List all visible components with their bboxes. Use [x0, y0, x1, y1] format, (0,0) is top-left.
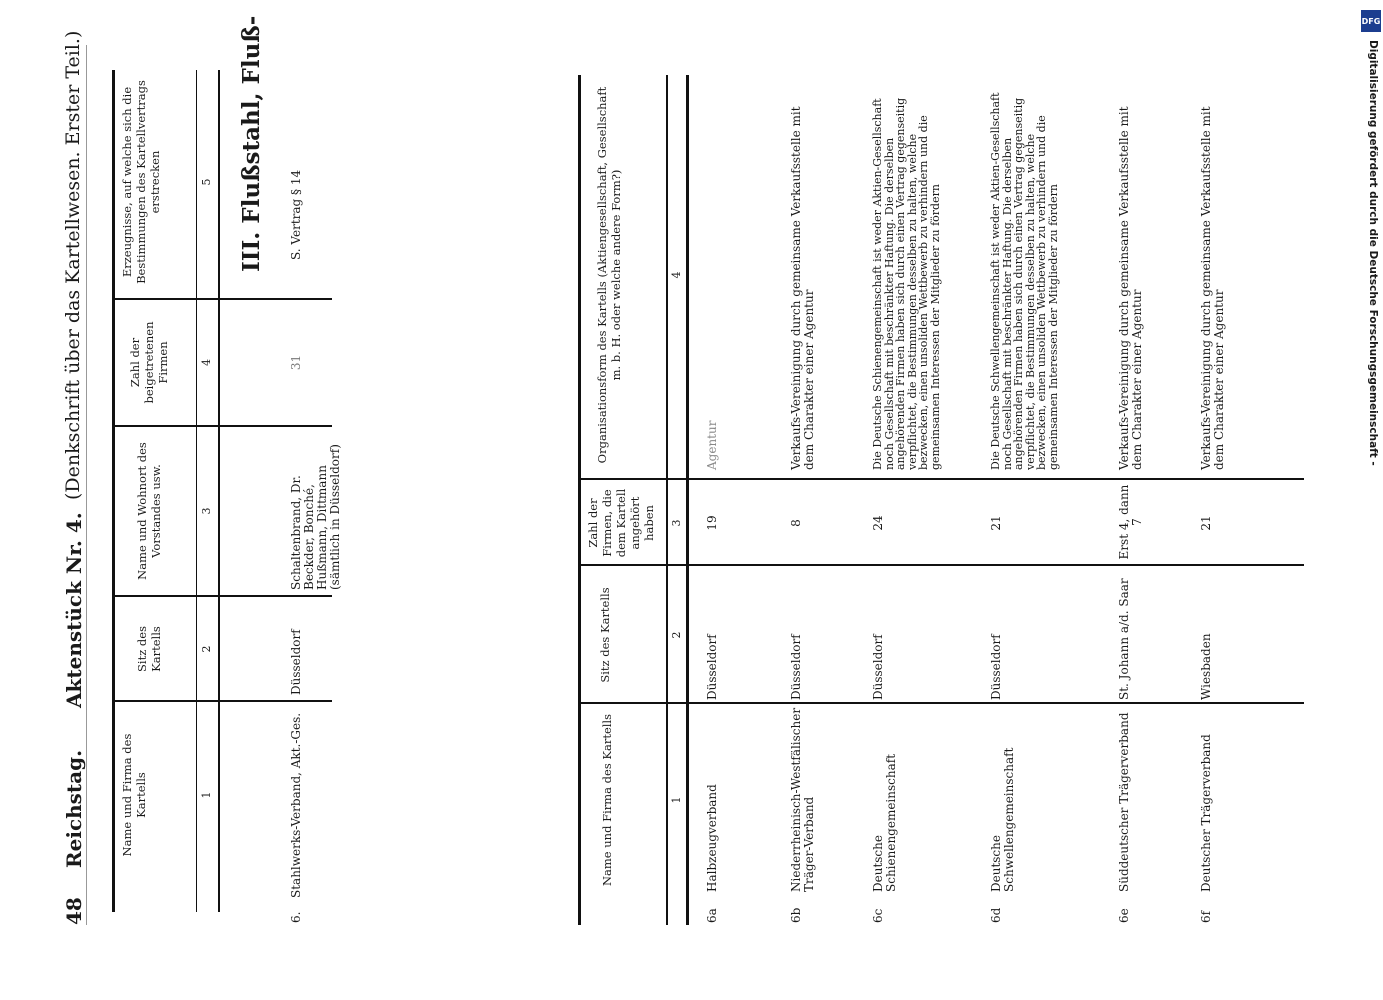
t2-header-num-1: 1 — [670, 796, 683, 804]
t1-row-zahl: 31 — [289, 354, 303, 371]
t2-row-id: 6f — [1199, 910, 1213, 923]
t1-header-erzeugnisse: Erzeugnisse, auf welche sich die Bestimmungen des Kartellvertrags erstrecken — [120, 80, 162, 284]
dfg-credit — [1361, 10, 1381, 470]
t1-row-name: Stahlwerks-Verband, Akt.-Ges. — [289, 712, 303, 898]
t1-header-num-1: 1 — [200, 791, 213, 799]
t2-row-sitz: Düsseldorf — [871, 634, 885, 700]
t2-row-id: 6e — [1117, 908, 1131, 923]
t1-header-num-3: 3 — [200, 507, 213, 515]
t1-row-vorstand: Schaltenbrand, Dr. Beckder, Bonché, Hußmann, Dittmann (sämtlich in Düsseldorf) — [289, 444, 342, 590]
t1-header-num-4: 4 — [200, 359, 213, 366]
t1-row-sitz: Düsseldorf — [289, 629, 303, 695]
t2-header-name: Name und Firma des Kartells — [600, 713, 614, 887]
dfg-credit-text: Digitalisierung gefördert durch die Deutsche Forschungsgemeinschaft - — [1367, 40, 1379, 466]
t2-row-name: Süddeutscher Trägerverband — [1117, 712, 1131, 892]
t1-header-zahl: Zahl der beigetretenen Firmen — [128, 321, 170, 404]
t2-row-zahl: 19 — [705, 515, 719, 531]
t2-row-form: Verkaufs-Vereinigung durch gemeinsame Verkaufsstelle mit dem Charakter einer Agentur — [789, 106, 816, 470]
t1-header-num-2: 2 — [200, 645, 213, 653]
t2-row-name: Deutsche Schwellengemeinschaft — [989, 747, 1016, 892]
t2-row-form: Agentur — [705, 420, 719, 470]
t2-header-num-4: 4 — [670, 271, 683, 279]
t2-row-id: 6d — [989, 907, 1003, 923]
t2-row-zahl: Erst 4, dann 7 — [1117, 484, 1144, 560]
t2-header-form: Organisationsform des Kartells (Aktiengesellschaft, Gesellschaft m. b. H. oder welche andere Form?) — [595, 86, 623, 464]
running-head-right: (Denkschrift über das Kartellwesen. Erster Teil.) — [62, 30, 84, 500]
t2-header-num-3: 3 — [670, 519, 683, 527]
running-head-center: Aktenstück Nr. 4. — [62, 512, 86, 708]
t1-row-no: 6. — [289, 911, 303, 923]
running-head-left: Reichstag. — [62, 749, 86, 868]
t2-row-sitz: Wiesbaden — [1199, 633, 1213, 700]
t2-row-form: Die Deutsche Schwellengemeinschaft ist weder Aktien-Gesellschaft noch Gesellschaft mit beschränkter Haftung. Die derselben angehörenden Firmen haben sich durch einen Vertrag gegenseitig verpflichtet, die Bestimmungen desselben zu halten, welche bezwecken, einen unsoliden Wettbewerb zu verhindern und die gemeinsamen Interessen der Mitglieder zu fördern — [989, 92, 1060, 470]
t2-row-sitz: Düsseldorf — [789, 634, 803, 700]
t1-header-sitz: Sitz des Kartells — [135, 626, 163, 672]
t1-header-name: Name und Firma des Kartells — [120, 733, 148, 857]
section-title: III. Flußstahl, Fluß- — [238, 15, 265, 272]
t2-row-form: Verkaufs-Vereinigung durch gemeinsame Verkaufsstelle mit dem Charakter einer Agentur — [1117, 106, 1144, 470]
t2-row-sitz: Düsseldorf — [989, 634, 1003, 700]
t2-header-sitz: Sitz des Kartells — [598, 587, 612, 683]
t1-header-num-5: 5 — [200, 178, 213, 186]
t2-row-id: 6a — [705, 908, 719, 923]
t2-row-name: Halbzeugverband — [705, 784, 719, 892]
page-number: 48 — [62, 897, 86, 925]
t2-row-zahl: 21 — [989, 515, 1003, 531]
t2-row-zahl: 24 — [871, 515, 885, 531]
t2-row-name: Deutsche Schienengemeinschaft — [871, 753, 898, 892]
t1-row-erzeugnisse: S. Vertrag § 14 — [289, 169, 303, 260]
t2-row-name: Niederrheinisch-Westfälischer Träger-Verband — [789, 707, 816, 892]
t2-row-zahl: 8 — [789, 519, 803, 527]
t2-row-sitz: St. Johann a/d. Saar — [1117, 578, 1131, 700]
t2-row-zahl: 21 — [1199, 515, 1213, 531]
t2-row-name: Deutscher Trägerverband — [1199, 734, 1213, 892]
t2-row-form: Verkaufs-Vereinigung durch gemeinsame Verkaufsstelle mit dem Charakter einer Agentur — [1199, 106, 1226, 470]
t2-row-id: 6c — [871, 908, 885, 923]
t2-row-form: Die Deutsche Schienengemeinschaft ist weder Aktien-Gesellschaft noch Gesellschaft mit beschränkter Haftung. Die derselben angehörenden Firmen haben sich durch einen Vertrag gegenseitig verpflichtet, die Bestimmungen desselben zu halten, welche bezwecken, einen unsoliden Wettbewerb zu verhindern und die gemeinsamen Interessen der Mitglieder zu fördern — [871, 97, 942, 470]
t2-header-num-2: 2 — [670, 631, 683, 639]
t1-header-vorstand: Name und Wohnort des Vorstandes usw. — [135, 442, 163, 580]
t2-row-sitz: Düsseldorf — [705, 634, 719, 700]
t2-header-zahl: Zahl der Firmen, die dem Kartell angehört haben — [586, 488, 656, 558]
t2-row-id: 6b — [789, 907, 803, 923]
dfg-logo-icon: DFG — [1361, 10, 1381, 32]
